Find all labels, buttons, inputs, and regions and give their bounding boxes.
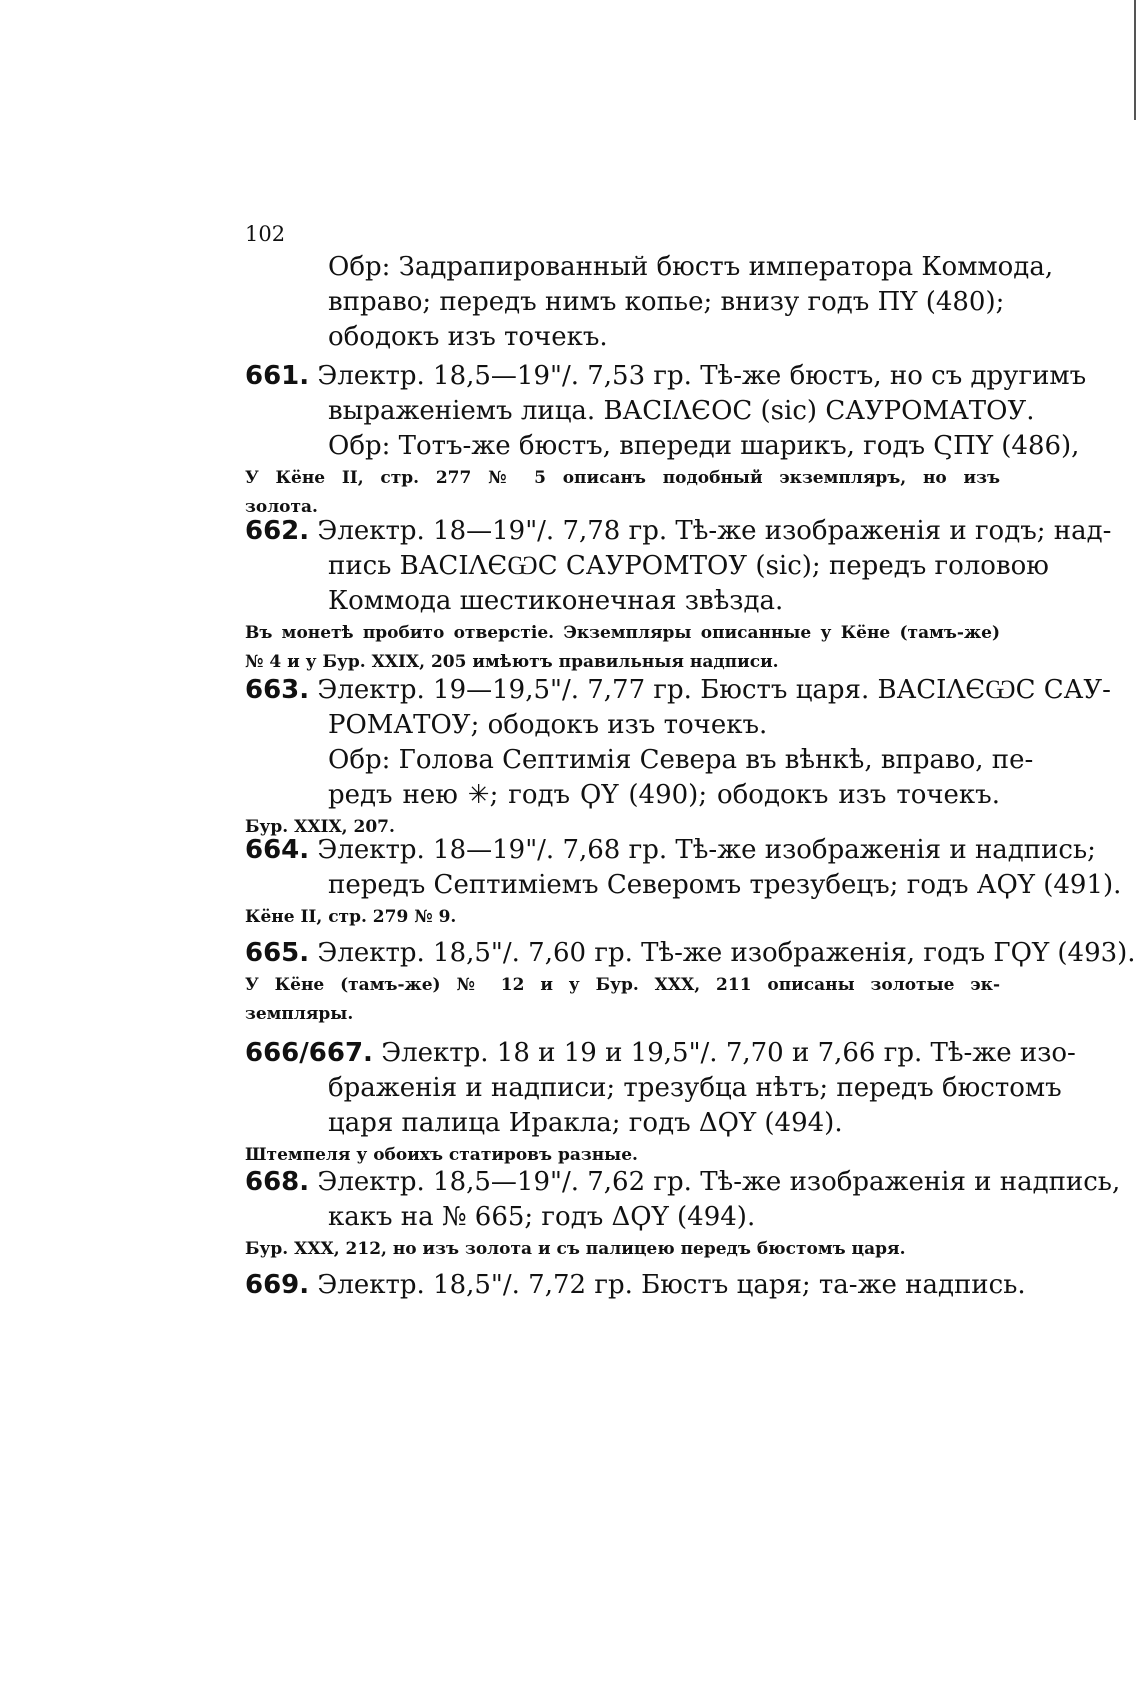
entry-line: Обр: Задрапированный бюстъ императора Коммода,: [328, 252, 1054, 282]
entry-number: 663.: [245, 675, 310, 705]
entry-line: редъ нею ✳; годъ ϘY (490); ободокъ изъ точекъ.: [328, 780, 1000, 810]
entry-line: царя палица Иракла; годъ ΔϘY (494).: [328, 1108, 843, 1138]
entry-666-667: [245, 1036, 1076, 1170]
entry-line: 665. Электр. 18,5"/. 7,60 гр. Тѣ-же изображенія, годъ ГϘY (493).: [245, 938, 1136, 968]
entry-number: 664.: [245, 835, 310, 865]
entry-continuation: [245, 250, 1054, 355]
entry-note: земпляры.: [245, 1004, 354, 1024]
entry-line: 666/667. Электр. 18 и 19 и 19,5"/. 7,70 и 7,66 гр. Тѣ-же изо-: [245, 1038, 1076, 1068]
entry-note: № 4 и у Бур. XXIX, 205 имѣютъ правильныя надписи.: [245, 652, 779, 672]
entry-line: РОМАТОУ; ободокъ изъ точекъ.: [328, 710, 768, 740]
entry-668: [245, 1165, 1121, 1264]
entry-665: [245, 936, 1136, 1029]
entry-note: Бур. XXX, 212, но изъ золота и съ палицею передъ бюстомъ царя.: [245, 1239, 906, 1259]
entry-669: [245, 1268, 1026, 1303]
entry-number: 666/667.: [245, 1038, 373, 1068]
entry-line: пись ВАСІΛЄѠС САУРОМТОУ (sic); передъ головою: [328, 551, 1049, 581]
entry-line: Обр: Голова Септимія Севера въ вѣнкѣ, вправо, пе-: [328, 745, 1034, 775]
entry-line: 664. Электр. 18—19"/. 7,68 гр. Тѣ-же изображенія и надпись;: [245, 835, 1096, 865]
entry-line: какъ на № 665; годъ ΔϘY (494).: [328, 1202, 756, 1232]
entry-line: Коммода шестиконечная звѣзда.: [328, 586, 784, 616]
entry-note: Бур. XXIX, 207.: [245, 817, 395, 837]
entry-number: 668.: [245, 1167, 310, 1197]
entry-note: У Кёне (тамъ-же) № 12 и у Бур. XXX, 211 описаны золотые эк-: [245, 975, 1000, 995]
entry-661: [245, 359, 1087, 522]
entry-664: [245, 833, 1122, 932]
entry-number: 661.: [245, 361, 310, 391]
entry-line: выраженіемъ лица. ВАСІΛЄОС (sic) САУРОМАТОУ.: [328, 396, 1035, 426]
entry-line: браженія и надписи; трезубца нѣтъ; передъ бюстомъ: [328, 1073, 1062, 1103]
entry-line: 668. Электр. 18,5—19"/. 7,62 гр. Тѣ-же изображенія и надпись,: [245, 1167, 1121, 1197]
page-number: 102: [245, 222, 286, 246]
entry-line: 669. Электр. 18,5"/. 7,72 гр. Бюстъ царя; та-же надпись.: [245, 1270, 1026, 1300]
entry-note: золота.: [245, 497, 318, 517]
entry-line: ободокъ изъ точекъ.: [328, 322, 608, 352]
entry-line: Обр: Тотъ-же бюстъ, впереди шарикъ, годъ ϚПY (486),: [328, 431, 1080, 461]
entry-number: 669.: [245, 1270, 310, 1300]
entry-line: передъ Септиміемъ Северомъ трезубецъ; годъ АϘY (491).: [328, 870, 1122, 900]
entry-line: 663. Электр. 19—19,5"/. 7,77 гр. Бюстъ царя. ВАСІΛЄѠС САУ-: [245, 675, 1111, 705]
entry-line: 661. Электр. 18,5—19"/. 7,53 гр. Тѣ-же бюстъ, но съ другимъ: [245, 361, 1087, 391]
entry-number: 665.: [245, 938, 310, 968]
entry-line: 662. Электр. 18—19"/. 7,78 гр. Тѣ-же изображенія и годъ; над-: [245, 516, 1112, 546]
entry-662: [245, 514, 1112, 677]
entry-663: [245, 673, 1111, 842]
scan-edge-mark: [1134, 0, 1136, 120]
entry-number: 662.: [245, 516, 310, 546]
entry-note: У Кёне II, стр. 277 № 5 описанъ подобный экземпляръ, но изъ: [245, 468, 1000, 488]
entry-note: Въ монетѣ пробито отверстіе. Экземпляры описанные у Кёне (тамъ-же): [245, 623, 1000, 643]
entry-note: Штемпеля у обоихъ статировъ разные.: [245, 1145, 638, 1165]
entry-note: Кёне II, стр. 279 № 9.: [245, 907, 457, 927]
entry-line: вправо; передъ нимъ копье; внизу годъ ПY (480);: [328, 287, 1005, 317]
